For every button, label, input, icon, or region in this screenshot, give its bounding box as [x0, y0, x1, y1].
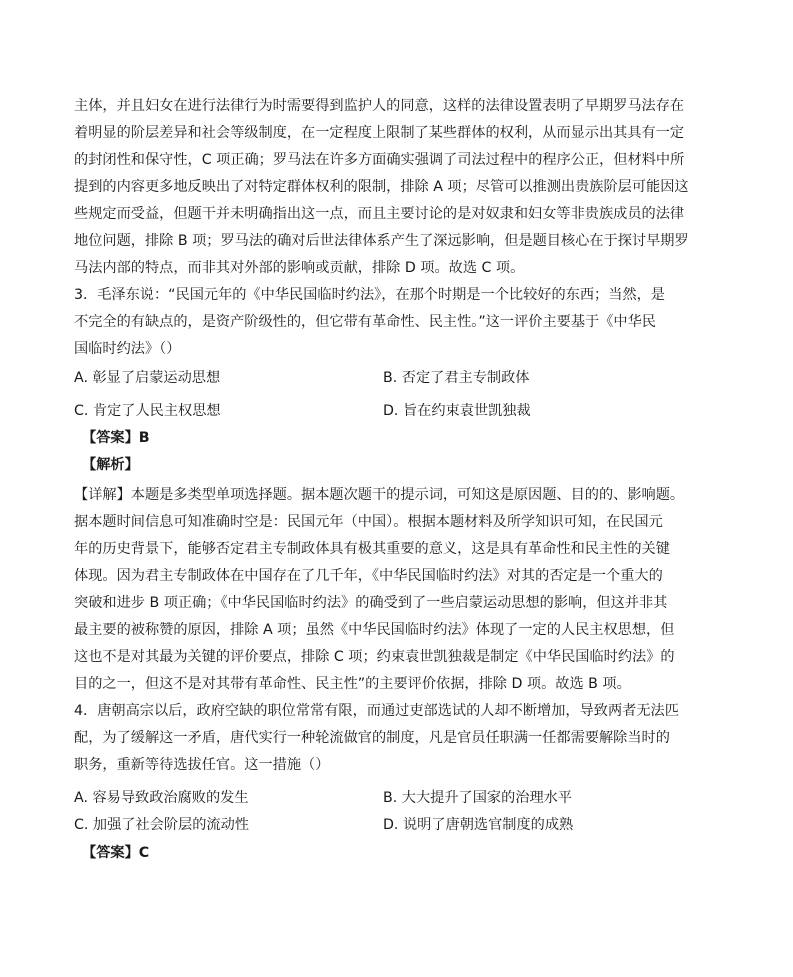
question-3-detail-line: 这也不是对其最为关键的评价要点，排除 C 项；约束袁世凯独裁是制定《中华民国临时约法》的: [74, 649, 675, 665]
question-4-answer: 【答案】C: [82, 845, 150, 861]
question-4-stem-line: 职务，重新等待选拔任官。这一措施（）: [74, 757, 330, 773]
explanation-line: 的封闭性和保守性，C 项正确；罗马法在许多方面确实强调了司法过程中的程序公正，但材料中所: [74, 152, 685, 168]
question-3-detail-line: 【详解】本题是多类型单项选择题。据本题次题干的提示词，可知这是原因题、目的的、影响题。: [74, 487, 685, 503]
question-4-stem-line: 配，为了缓解这一矛盾，唐代实行一种轮流做官的制度，凡是官员任职满一任都需要解除当时的: [74, 730, 670, 746]
question-3-detail-line: 突破和进步 B 项正确；《中华民国临时约法》的确受到了一些启蒙运动思想的影响，但这并非其: [74, 595, 668, 611]
explanation-line: 地位问题，排除 B 项；罗马法的确对后世法律体系产生了深远影响，但是题目核心在于探讨早期罗: [74, 233, 689, 249]
question-3-option-b: B. 否定了君主专制政体: [383, 370, 530, 386]
question-3-detail-line: 据本题时间信息可知准确时空是：民国元年（中国）。根据本题材料及所学知识可知，在民国元: [74, 514, 663, 530]
question-3-detail-line: 年的历史背景下，能够否定君主专制政体具有极其重要的意义，这是具有革命性和民主性的关键: [74, 541, 670, 557]
question-4-stem-line: 4．唐朝高宗以后，政府空缺的职位常常有限，而通过吏部选试的人却不断增加，导致两者无法匹: [74, 703, 679, 719]
question-3-answer: 【答案】B: [82, 430, 150, 446]
explanation-line: 马法内部的特点，而非其对外部的影响或贡献，排除 D 项。故选 C 项。: [74, 260, 525, 276]
question-3-option-a: A. 彰显了启蒙运动思想: [74, 370, 221, 386]
question-3-stem-line: 不完全的有缺点的，是资产阶级性的，但它带有革命性、民主性。”这一评价主要基于《中华民: [74, 314, 656, 330]
question-3-detail-line: 最主要的被称赞的原因，排除 A 项；虽然《中华民国临时约法》体现了一定的人民主权思想，但: [74, 622, 675, 638]
question-4-option-b: B. 大大提升了国家的治理水平: [383, 790, 573, 806]
explanation-line: 主体，并且妇女在进行法律行为时需要得到监护人的同意，这样的法律设置表明了早期罗马法存在: [74, 98, 685, 114]
question-4-option-a: A. 容易导致政治腐败的发生: [74, 790, 249, 806]
question-3-detail-line: 目的之一，但这不是对其带有革命性、民主性”的主要评价依据，排除 D 项。故选 B 项。: [74, 676, 631, 692]
question-3-detail-line: 体现。因为君主专制政体在中国存在了几千年，《中华民国临时约法》对其的否定是一个重大的: [74, 568, 663, 584]
question-4-option-c: C. 加强了社会阶层的流动性: [74, 817, 249, 833]
question-3-stem-line: 国临时约法》（）: [74, 341, 181, 357]
explanation-line: 提到的内容更多地反映出了对特定群体权利的限制，排除 A 项；尽管可以推测出贵族阶层可能因这: [74, 179, 689, 195]
question-3-option-d: D. 旨在约束袁世凯独裁: [383, 403, 531, 419]
question-4-option-d: D. 说明了唐朝选官制度的成熟: [383, 817, 574, 833]
question-3-stem-line: 3．毛泽东说：“民国元年的《中华民国临时约法》，在那个时期是一个比较好的东西；当然，是: [74, 287, 665, 303]
explanation-line: 些规定而受益，但题干并未明确指出这一点，而且主要讨论的是对奴隶和妇女等非贵族成员的法律: [74, 206, 685, 222]
question-3-analysis-label: 【解析】: [82, 457, 139, 473]
question-3-option-c: C. 肯定了人民主权思想: [74, 403, 221, 419]
explanation-line: 着明显的阶层差异和社会等级制度，在一定程度上限制了某些群体的权利，从而显示出其具有一定: [74, 125, 685, 141]
